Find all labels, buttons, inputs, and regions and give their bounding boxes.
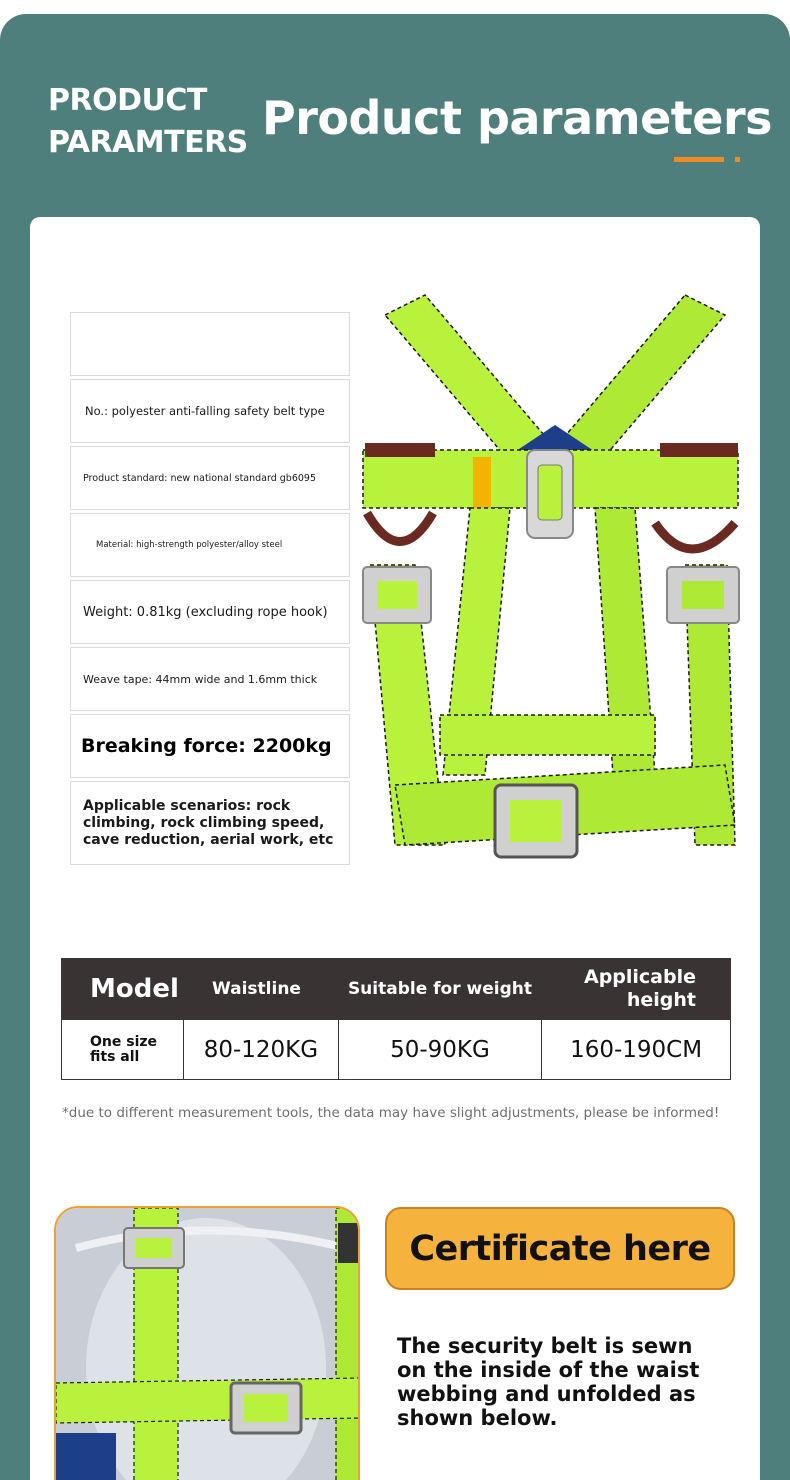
param-box-scenarios — [70, 781, 350, 865]
param-weight-text: Weight: 0.81kg (excluding rope hook) — [83, 604, 328, 620]
param-box-weight — [70, 580, 350, 644]
mannequin-photo — [54, 1206, 360, 1480]
spec-table-header-row — [62, 959, 731, 1020]
section-label — [48, 80, 248, 164]
spec-header-height: Applicable height — [542, 959, 731, 1020]
spec-cell-waistline: 80-120KG — [183, 1020, 338, 1080]
param-standard-text: Product standard: new national standard gb6095 — [83, 472, 317, 484]
mannequin-photo-image — [56, 1208, 360, 1480]
certificate-description: The security belt is sewn on the inside of the waist webbing and unfolded as shown below. — [397, 1334, 700, 1430]
param-box-empty — [70, 312, 350, 376]
param-material-text: Material: high-strength polyester/alloy steel — [96, 540, 283, 550]
measurement-note: *due to different measurement tools, the data may have slight adjustments, please be informed! — [62, 1105, 720, 1121]
param-box-material — [70, 513, 350, 577]
param-weave-tape-text: Weave tape: 44mm wide and 1.6mm thick — [83, 672, 318, 686]
spec-table — [61, 958, 731, 1080]
title-accent-line — [674, 157, 724, 162]
spec-header-waistline: Waistline — [183, 959, 338, 1020]
param-box-type — [70, 379, 350, 443]
safety-harness-image — [355, 285, 755, 875]
section-label-line2: PARAMTERS — [48, 125, 248, 160]
page-title: Product parameters — [262, 91, 773, 145]
param-box-weave-tape — [70, 647, 350, 711]
param-box-standard — [70, 446, 350, 510]
title-accent-dot — [735, 157, 740, 162]
certificate-button[interactable]: Certificate here — [385, 1207, 735, 1290]
param-type-text: No.: polyester anti-falling safety belt type — [85, 404, 325, 418]
param-box-breaking-force — [70, 714, 350, 778]
spec-cell-model: One size fits all — [62, 1020, 184, 1080]
spec-cell-weight: 50-90KG — [338, 1020, 541, 1080]
spec-table-data-row — [62, 1020, 731, 1080]
section-label-line1: PRODUCT — [48, 83, 207, 118]
param-scenarios-text: Applicable scenarios: rock climbing, rock climbing speed, cave reduction, aerial work, etc — [83, 797, 334, 848]
param-breaking-force-text: Breaking force: 2200kg — [81, 735, 332, 757]
spec-cell-height: 160-190CM — [542, 1020, 731, 1080]
spec-header-model: Model — [62, 959, 184, 1020]
spec-header-weight: Suitable for weight — [338, 959, 541, 1020]
